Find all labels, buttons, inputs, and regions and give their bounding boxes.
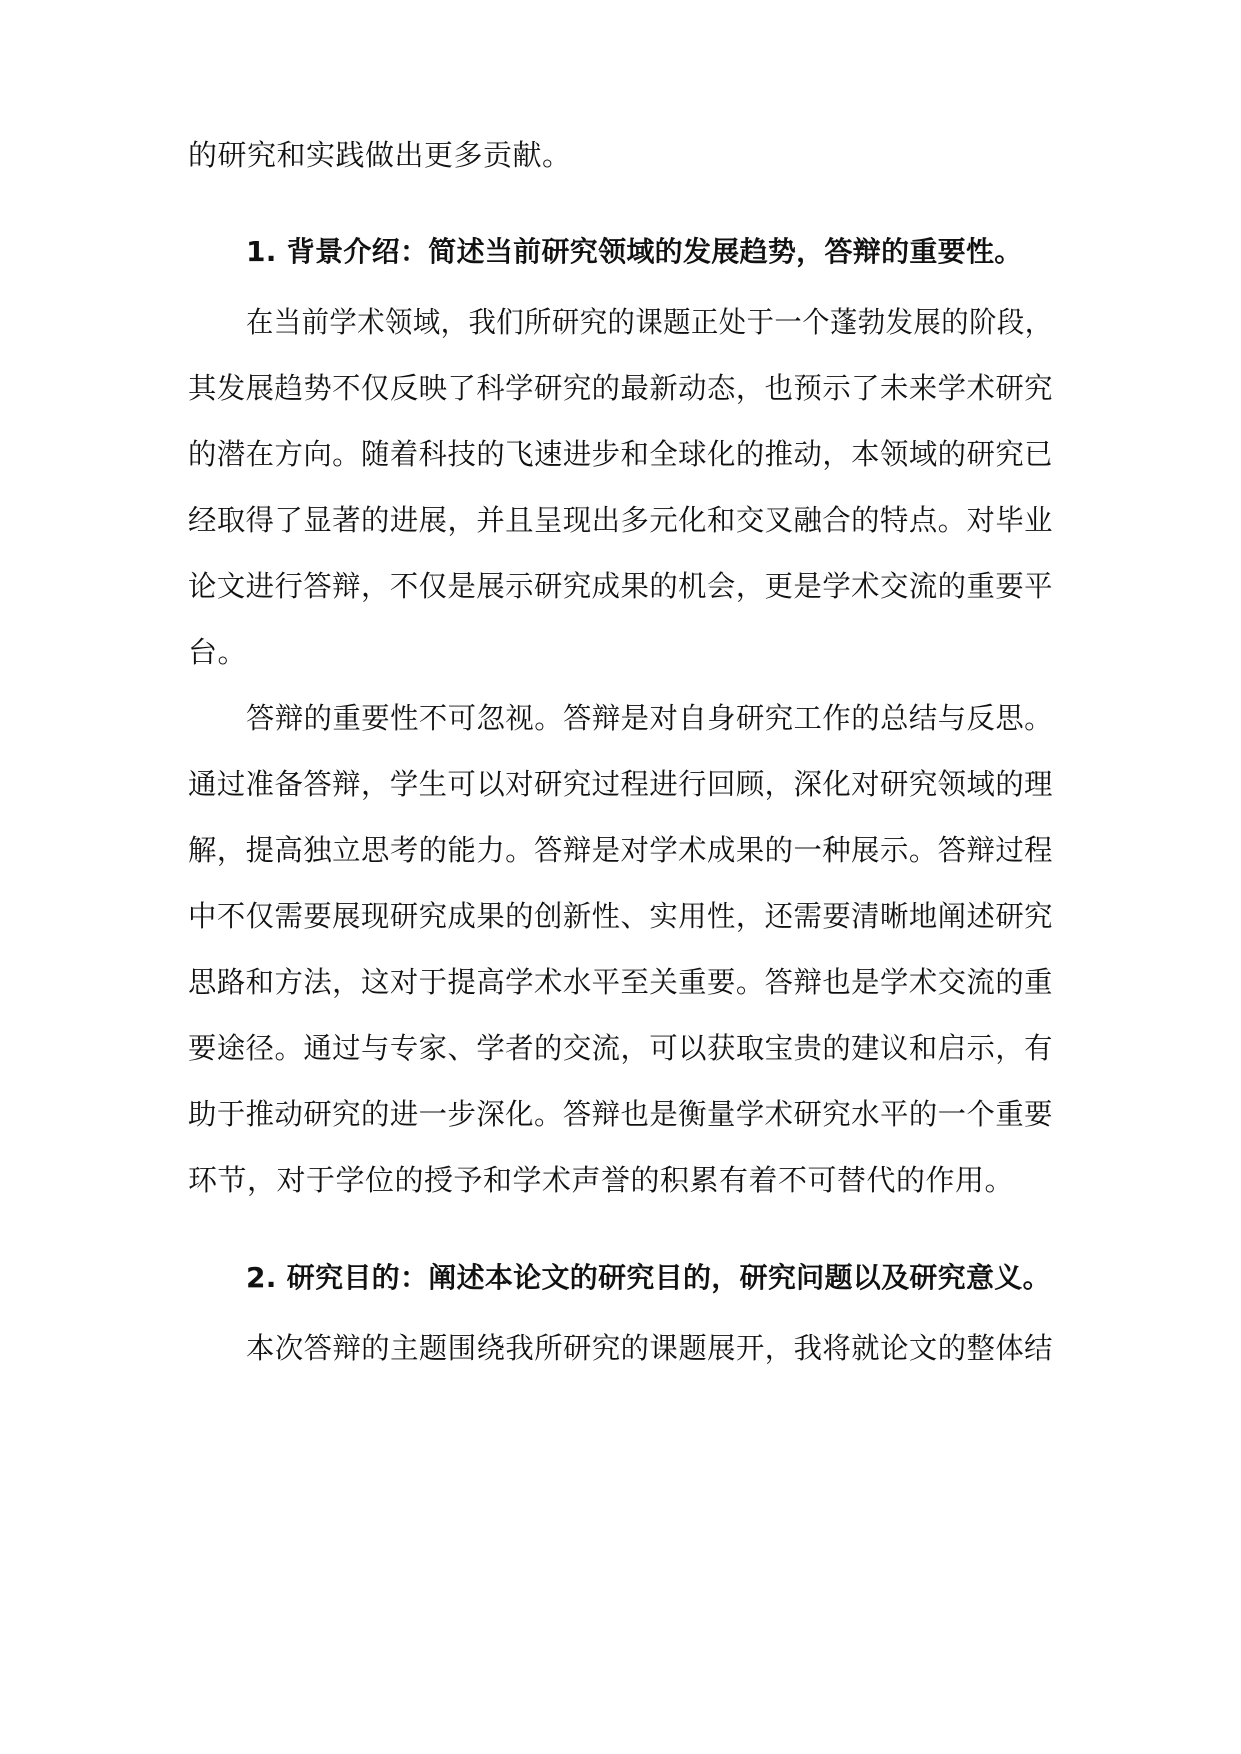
paragraph-line: 经取得了显著的进展，并且呈现出多元化和交叉融合的特点。对毕业 xyxy=(188,503,1054,537)
paragraph-line: 通过准备答辩，学生可以对研究过程进行回顾，深化对研究领域的理 xyxy=(188,767,1054,801)
paragraph-line: 解，提高独立思考的能力。答辩是对学术成果的一种展示。答辩过程 xyxy=(188,833,1054,867)
paragraph-line: 本次答辩的主题围绕我所研究的课题展开，我将就论文的整体结 xyxy=(246,1331,1054,1365)
paragraph-line: 答辩的重要性不可忽视。答辩是对自身研究工作的总结与反思。 xyxy=(246,701,1054,735)
section-2-heading: 2. 研究目的：阐述本论文的研究目的，研究问题以及研究意义。 xyxy=(246,1261,1051,1294)
paragraph-line: 思路和方法，这对于提高学术水平至关重要。答辩也是学术交流的重 xyxy=(188,965,1054,999)
paragraph-line: 环节，对于学位的授予和学术声誉的积累有着不可替代的作用。 xyxy=(188,1163,1015,1197)
paragraph-line: 要途径。通过与专家、学者的交流，可以获取宝贵的建议和启示，有 xyxy=(188,1031,1054,1065)
paragraph-line: 助于推动研究的进一步深化。答辩也是衡量学术研究水平的一个重要 xyxy=(188,1097,1054,1131)
continuation-line: 的研究和实践做出更多贡献。 xyxy=(188,138,572,172)
paragraph-line: 其发展趋势不仅反映了科学研究的最新动态，也预示了未来学术研究 xyxy=(188,371,1054,405)
paragraph-line: 台。 xyxy=(188,635,248,669)
paragraph-line: 在当前学术领域，我们所研究的课题正处于一个蓬勃发展的阶段， xyxy=(246,305,1053,339)
paragraph-line: 的潜在方向。随着科技的飞速进步和全球化的推动，本领域的研究已 xyxy=(188,437,1054,471)
paragraph-line: 论文进行答辩，不仅是展示研究成果的机会，更是学术交流的重要平 xyxy=(188,569,1054,603)
section-1-heading: 1. 背景介绍：简述当前研究领域的发展趋势，答辩的重要性。 xyxy=(246,235,1023,268)
paragraph-line: 中不仅需要展现研究成果的创新性、实用性，还需要清晰地阐述研究 xyxy=(188,899,1054,933)
